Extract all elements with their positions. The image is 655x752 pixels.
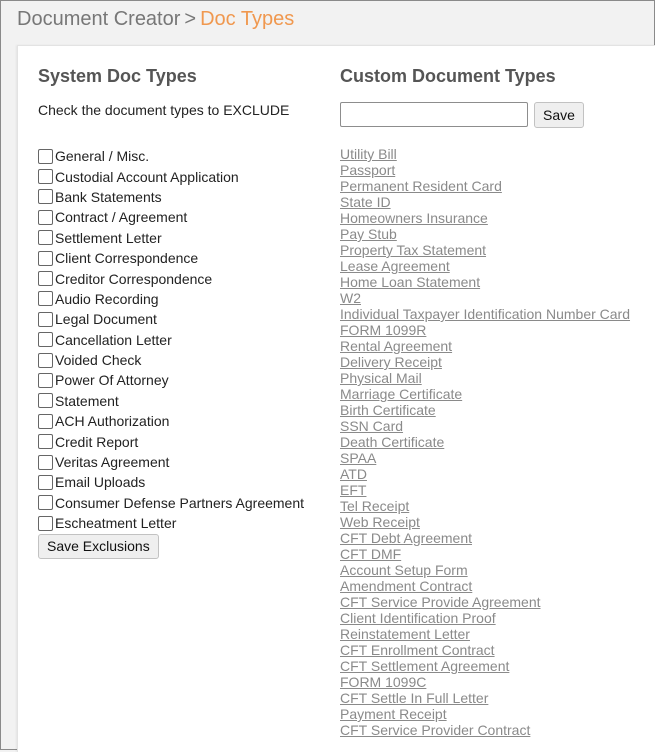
custom-doc-type-link[interactable]: CFT Service Provide Agreement bbox=[340, 594, 541, 610]
exclude-checkbox[interactable] bbox=[38, 210, 53, 225]
doc-types-panel bbox=[17, 45, 655, 752]
custom-doc-type-item bbox=[340, 658, 630, 674]
custom-doc-type-item bbox=[340, 642, 630, 658]
custom-doc-type-link[interactable]: Delivery Receipt bbox=[340, 354, 442, 370]
custom-doc-type-item bbox=[340, 210, 630, 226]
custom-doc-type-item bbox=[340, 706, 630, 722]
custom-doc-type-link[interactable]: Rental Agreement bbox=[340, 338, 453, 354]
system-doc-type-label: Custodial Account Application bbox=[55, 168, 239, 185]
custom-doc-type-item bbox=[340, 162, 630, 178]
custom-doc-type-item bbox=[340, 482, 630, 498]
custom-doc-type-item bbox=[340, 258, 630, 274]
custom-doc-type-item bbox=[340, 354, 630, 370]
exclude-checkbox[interactable] bbox=[38, 332, 53, 347]
exclude-checkbox[interactable] bbox=[38, 251, 53, 266]
system-doc-type-label: Bank Statements bbox=[55, 188, 162, 205]
system-doc-type-label: Voided Check bbox=[55, 352, 142, 369]
custom-doc-type-item bbox=[340, 546, 630, 562]
custom-doc-type-item bbox=[340, 338, 630, 354]
custom-doc-type-item bbox=[340, 178, 630, 194]
custom-doc-type-link[interactable]: Permanent Resident Card bbox=[340, 178, 502, 194]
custom-doc-type-link[interactable]: Account Setup Form bbox=[340, 562, 468, 578]
system-doc-type-label: Email Uploads bbox=[55, 474, 146, 491]
custom-doc-type-item bbox=[340, 562, 630, 578]
custom-doc-type-link[interactable]: Marriage Certificate bbox=[340, 386, 463, 402]
exclude-checkbox[interactable] bbox=[38, 271, 53, 286]
custom-doc-type-item bbox=[340, 290, 630, 306]
exclude-checkbox[interactable] bbox=[38, 373, 53, 388]
custom-doc-type-item bbox=[340, 626, 630, 642]
system-doc-type-label: Settlement Letter bbox=[55, 229, 162, 246]
system-doc-type-item[interactable] bbox=[38, 228, 304, 248]
exclude-instructions: Check the document types to EXCLUDE bbox=[38, 102, 290, 118]
system-doc-type-label: Contract / Agreement bbox=[55, 209, 188, 226]
system-doc-type-item[interactable] bbox=[38, 309, 304, 329]
system-doc-type-item[interactable] bbox=[38, 146, 304, 166]
custom-doc-type-link[interactable]: EFT bbox=[340, 482, 367, 498]
custom-doc-type-link[interactable]: Utility Bill bbox=[340, 146, 397, 162]
custom-doc-type-link[interactable]: CFT Enrollment Contract bbox=[340, 642, 495, 658]
exclude-checkbox[interactable] bbox=[38, 414, 53, 429]
custom-doc-type-item bbox=[340, 274, 630, 290]
custom-doc-type-link[interactable]: Tel Receipt bbox=[340, 498, 410, 514]
custom-doc-type-link[interactable]: Pay Stub bbox=[340, 226, 397, 242]
system-doc-type-label: Cancellation Letter bbox=[55, 331, 172, 348]
custom-doc-type-link[interactable]: Payment Receipt bbox=[340, 706, 447, 722]
custom-doc-type-link[interactable]: CFT DMF bbox=[340, 546, 402, 562]
system-doc-type-item[interactable] bbox=[38, 452, 304, 472]
custom-doc-type-item bbox=[340, 402, 630, 418]
custom-doc-type-item bbox=[340, 610, 630, 626]
breadcrumb-separator: > bbox=[184, 8, 197, 30]
system-doc-type-item[interactable] bbox=[38, 513, 304, 533]
system-doc-type-item[interactable] bbox=[38, 411, 304, 431]
system-doc-type-label: Client Correspondence bbox=[55, 250, 199, 267]
custom-doc-type-link[interactable]: Individual Taxpayer Identification Number Card bbox=[340, 306, 631, 322]
custom-doc-type-item bbox=[340, 578, 630, 594]
system-doc-type-item[interactable] bbox=[38, 289, 304, 309]
system-doc-type-item[interactable] bbox=[38, 370, 304, 390]
custom-doc-type-item bbox=[340, 466, 630, 482]
system-doc-type-label: General / Misc. bbox=[55, 148, 150, 165]
custom-doc-type-input[interactable] bbox=[340, 102, 528, 127]
system-doc-type-label: Creditor Correspondence bbox=[55, 270, 213, 287]
custom-doc-type-item bbox=[340, 434, 630, 450]
custom-doc-type-item bbox=[340, 594, 630, 610]
custom-doc-type-link[interactable]: Birth Certificate bbox=[340, 402, 436, 418]
custom-doc-type-item bbox=[340, 226, 630, 242]
system-doc-type-item[interactable] bbox=[38, 431, 304, 451]
exclude-checkbox[interactable] bbox=[38, 516, 53, 531]
system-doc-type-list bbox=[38, 146, 304, 533]
breadcrumb-root[interactable]: Document Creator bbox=[17, 8, 181, 30]
custom-doc-type-item bbox=[340, 674, 630, 690]
custom-doc-type-item bbox=[340, 146, 630, 162]
system-doc-type-label: Power Of Attorney bbox=[55, 372, 169, 389]
custom-doc-type-link[interactable]: FORM 1099C bbox=[340, 674, 427, 690]
custom-doc-type-link[interactable]: CFT Settlement Agreement bbox=[340, 658, 510, 674]
custom-doc-type-item bbox=[340, 498, 630, 514]
custom-doc-type-item bbox=[340, 194, 630, 210]
exclude-checkbox[interactable] bbox=[38, 149, 53, 164]
exclude-checkbox[interactable] bbox=[38, 353, 53, 368]
custom-doc-types-title: Custom Document Types bbox=[340, 66, 556, 86]
system-doc-type-label: Escheatment Letter bbox=[55, 515, 177, 532]
system-doc-type-label: ACH Authorization bbox=[55, 413, 170, 430]
custom-doc-type-link[interactable]: Amendment Contract bbox=[340, 578, 473, 594]
exclude-checkbox[interactable] bbox=[38, 312, 53, 327]
system-doc-type-label: Audio Recording bbox=[55, 290, 159, 307]
custom-doc-type-link[interactable]: Death Certificate bbox=[340, 434, 445, 450]
custom-doc-type-link[interactable]: CFT Debt Agreement bbox=[340, 530, 473, 546]
custom-doc-type-item bbox=[340, 514, 630, 530]
custom-doc-type-item bbox=[340, 450, 630, 466]
custom-doc-type-item bbox=[340, 306, 630, 322]
system-doc-type-label: Statement bbox=[55, 392, 119, 409]
exclude-checkbox[interactable] bbox=[38, 169, 53, 184]
system-doc-type-item[interactable] bbox=[38, 391, 304, 411]
system-doc-type-item[interactable] bbox=[38, 350, 304, 370]
exclude-checkbox[interactable] bbox=[38, 455, 53, 470]
exclude-checkbox[interactable] bbox=[38, 291, 53, 306]
system-doc-type-label: Consumer Defense Partners Agreement bbox=[55, 494, 305, 511]
custom-doc-type-link[interactable]: SSN Card bbox=[340, 418, 404, 434]
custom-doc-type-item bbox=[340, 242, 630, 258]
exclude-checkbox[interactable] bbox=[38, 475, 53, 490]
system-doc-type-label: Legal Document bbox=[55, 311, 157, 328]
custom-doc-type-link[interactable]: Physical Mail bbox=[340, 370, 422, 386]
system-doc-type-item[interactable] bbox=[38, 472, 304, 492]
exclude-checkbox[interactable] bbox=[38, 393, 53, 408]
system-doc-type-label: Credit Report bbox=[55, 433, 139, 450]
custom-save-button[interactable]: Save bbox=[534, 102, 584, 128]
system-doc-type-label: Veritas Agreement bbox=[55, 454, 170, 471]
custom-doc-type-link[interactable]: Passport bbox=[340, 162, 396, 178]
exclude-checkbox[interactable] bbox=[38, 230, 53, 245]
custom-doc-type-link[interactable]: SPAA bbox=[340, 450, 377, 466]
custom-doc-type-link[interactable]: State ID bbox=[340, 194, 391, 210]
save-exclusions-button[interactable]: Save Exclusions bbox=[38, 534, 159, 559]
custom-doc-type-link[interactable]: W2 bbox=[340, 290, 361, 306]
custom-doc-type-link[interactable]: FORM 1099R bbox=[340, 322, 427, 338]
breadcrumb-current: Doc Types bbox=[200, 8, 295, 30]
custom-doc-type-link[interactable]: Client Identification Proof bbox=[340, 610, 496, 626]
custom-doc-type-link[interactable]: Homeowners Insurance bbox=[340, 210, 488, 226]
system-doc-types-title: System Doc Types bbox=[38, 66, 197, 86]
custom-doc-type-link[interactable]: CFT Settle In Full Letter bbox=[340, 690, 489, 706]
system-doc-type-item[interactable] bbox=[38, 207, 304, 227]
exclude-checkbox[interactable] bbox=[38, 434, 53, 449]
custom-doc-type-item bbox=[340, 322, 630, 338]
custom-doc-type-item bbox=[340, 690, 630, 706]
custom-doc-type-link[interactable]: Web Receipt bbox=[340, 514, 420, 530]
exclude-checkbox[interactable] bbox=[38, 495, 53, 510]
system-doc-type-item[interactable] bbox=[38, 268, 304, 288]
system-doc-type-item[interactable] bbox=[38, 248, 304, 268]
system-doc-type-item[interactable] bbox=[38, 187, 304, 207]
system-doc-type-item[interactable] bbox=[38, 493, 304, 513]
custom-doc-type-link[interactable]: Lease Agreement bbox=[340, 258, 450, 274]
custom-doc-type-item bbox=[340, 418, 630, 434]
custom-doc-type-link[interactable]: Home Loan Statement bbox=[340, 274, 481, 290]
exclude-checkbox[interactable] bbox=[38, 189, 53, 204]
system-doc-type-item[interactable] bbox=[38, 166, 304, 186]
system-doc-type-item[interactable] bbox=[38, 330, 304, 350]
custom-doc-type-link[interactable]: ATD bbox=[340, 466, 367, 482]
custom-doc-type-item bbox=[340, 722, 630, 738]
custom-doc-type-item bbox=[340, 530, 630, 546]
custom-doc-type-link[interactable]: CFT Service Provider Contract bbox=[340, 722, 531, 738]
custom-doc-type-link[interactable]: Property Tax Statement bbox=[340, 242, 487, 258]
breadcrumb bbox=[17, 7, 294, 31]
custom-doc-type-list bbox=[340, 146, 630, 738]
custom-doc-type-item bbox=[340, 370, 630, 386]
custom-doc-type-item bbox=[340, 386, 630, 402]
custom-doc-type-link[interactable]: Reinstatement Letter bbox=[340, 626, 470, 642]
